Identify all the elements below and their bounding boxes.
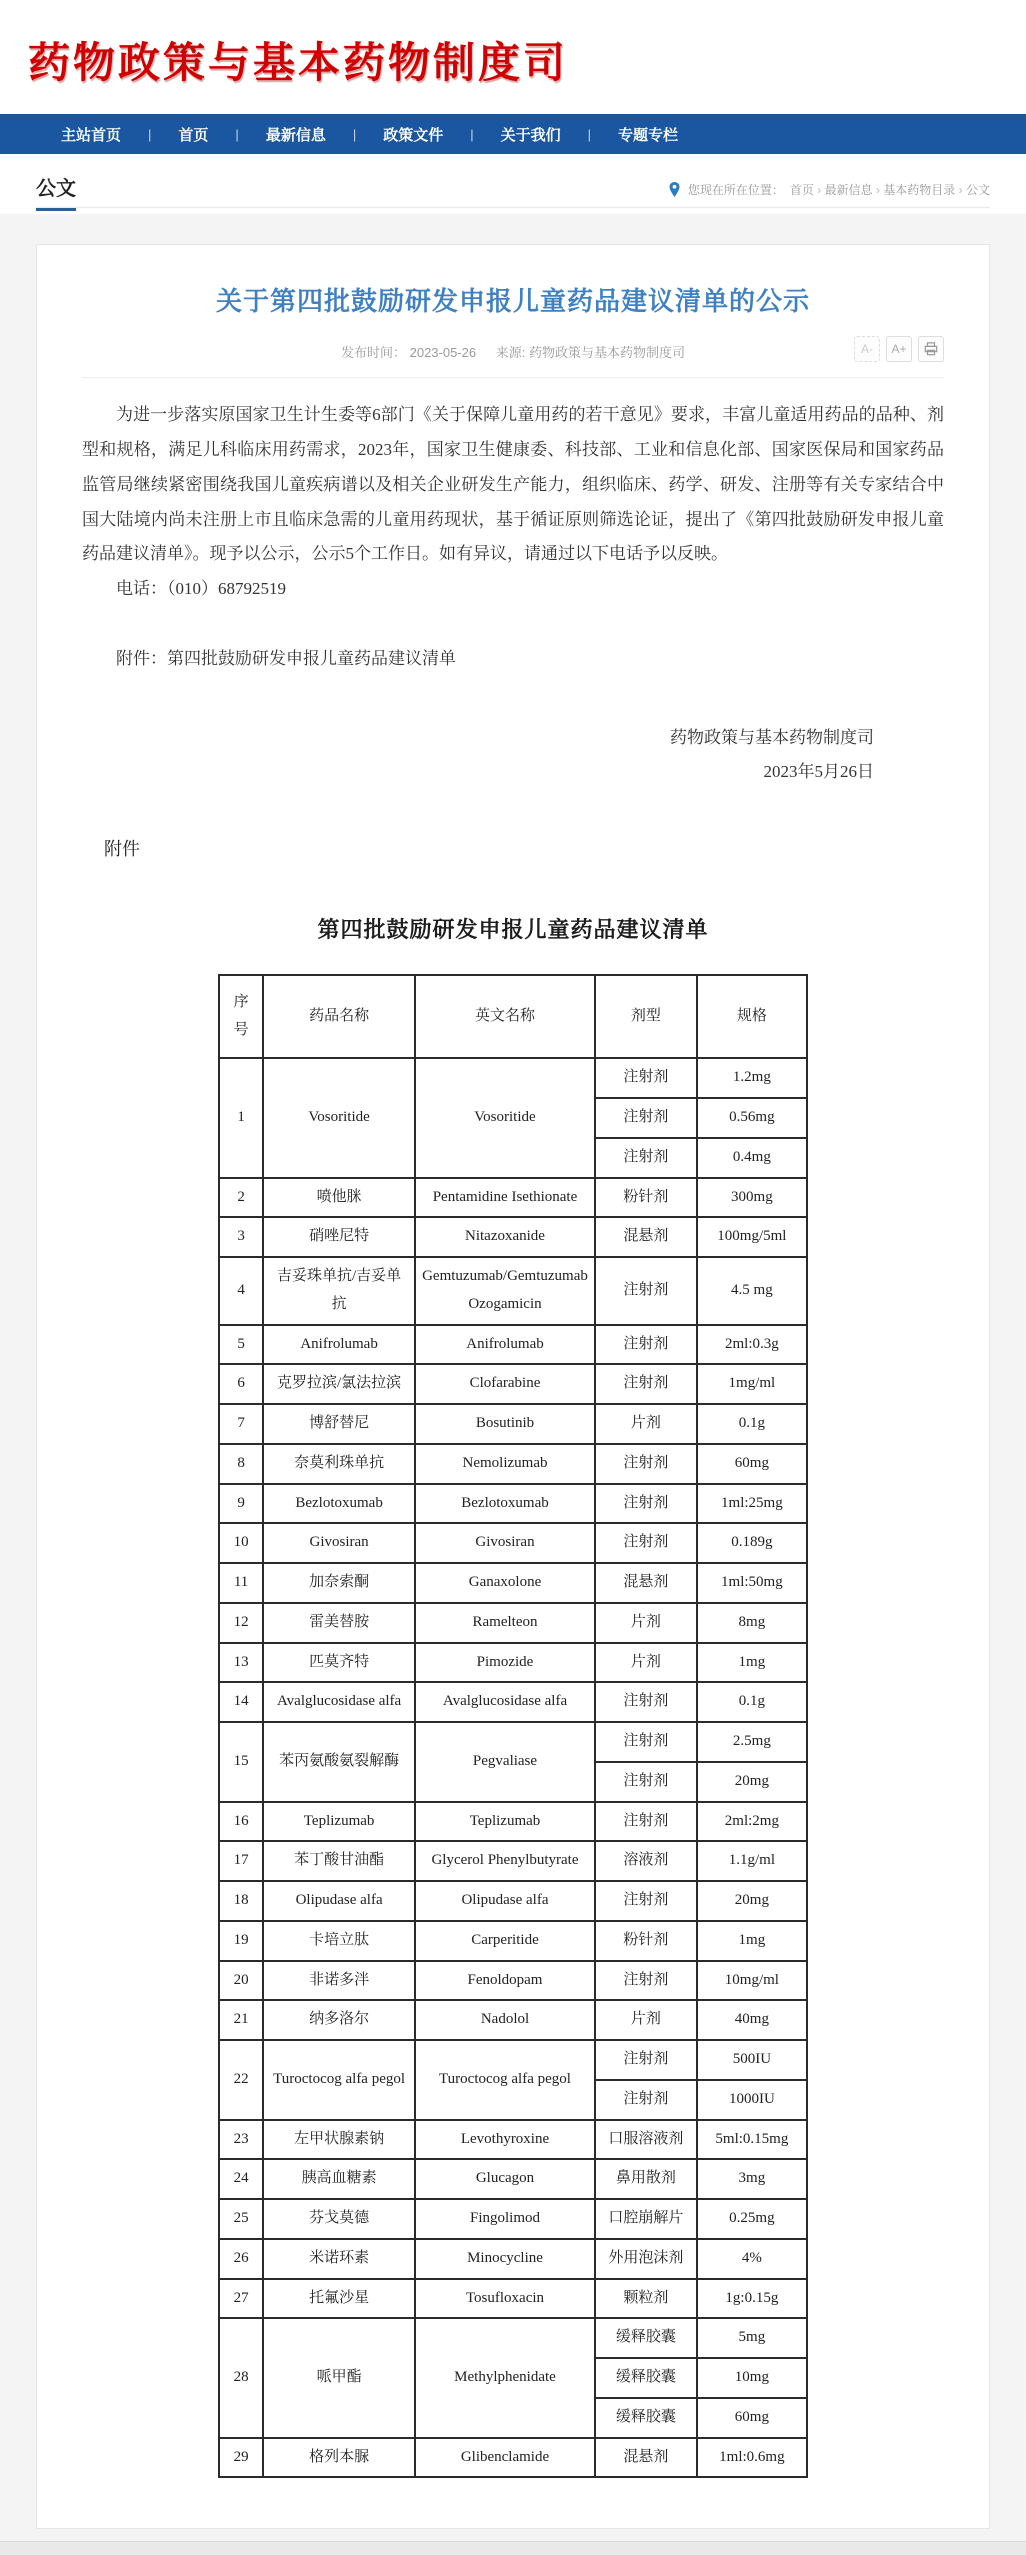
print-button[interactable] [918,336,944,362]
breadcrumb-link[interactable]: 基本药物目录 [883,183,956,197]
cell-dosage-form: 口服溶液剂 [595,2120,697,2160]
table-row [219,1058,807,1098]
cell-dosage-form: 粉针剂 [595,1178,697,1218]
cell-dosage-form: 溶液剂 [595,1841,697,1881]
cell-no: 19 [219,1921,263,1961]
drug-table-title: 第四批鼓励研发申报儿童药品建议清单 [317,916,709,942]
cell-specification: 0.1g [697,1404,807,1444]
cell-specification: 0.25mg [697,2199,807,2239]
cell-english-name: Clofarabine [415,1364,595,1404]
cell-no: 11 [219,1563,263,1603]
table-row [219,2000,807,2040]
cell-dosage-form: 注射剂 [595,1444,697,1484]
cell-english-name: Anifrolumab [415,1325,595,1365]
cell-drug-name: 喷他脒 [263,1178,415,1218]
table-row [219,1325,807,1365]
cell-drug-name: 托氟沙星 [263,2279,415,2319]
cell-specification: 1ml:0.6mg [697,2438,807,2478]
cell-english-name: Pimozide [415,1643,595,1683]
cell-dosage-form: 注射剂 [595,1523,697,1563]
cell-dosage-form: 注射剂 [595,1364,697,1404]
cell-dosage-form: 注射剂 [595,1325,697,1365]
cell-english-name: Levothyroxine [415,2120,595,2160]
cell-dosage-form: 颗粒剂 [595,2279,697,2319]
cell-specification: 1ml:50mg [697,1563,807,1603]
nav-separator: | [587,126,592,142]
breadcrumb-prefix: 您现在所在位置： [687,183,784,197]
article-card [36,244,990,2529]
cell-no: 8 [219,1444,263,1484]
table-row [219,2438,807,2478]
table-row [219,1523,807,1563]
cell-drug-name: Teplizumab [263,1802,415,1842]
cell-no: 29 [219,2438,263,2478]
font-increase-button[interactable]: A+ [886,336,912,362]
cell-no: 28 [219,2318,263,2437]
breadcrumb-items [790,181,990,198]
cell-no: 6 [219,1364,263,1404]
cell-dosage-form: 混悬剂 [595,1217,697,1257]
table-row [219,1603,807,1643]
cell-drug-name: 博舒替尼 [263,1404,415,1444]
attachment-line: 附件：第四批鼓励研发申报儿童药品建议清单 [116,648,456,668]
cell-specification: 2ml:0.3g [697,1325,807,1365]
drug-table [218,974,808,2479]
footer-band [0,2541,1026,2555]
breadcrumb-link[interactable]: 最新信息 [824,183,873,197]
cell-specification: 1mg [697,1643,807,1683]
table-row [219,1444,807,1484]
cell-no: 12 [219,1603,263,1643]
drug-table-body [219,1058,807,2477]
cell-specification: 300mg [697,1178,807,1218]
cell-specification: 0.189g [697,1523,807,1563]
cell-no: 9 [219,1484,263,1524]
table-row [219,2040,807,2080]
cell-dosage-form: 粉针剂 [595,1921,697,1961]
column-header: 规格 [697,975,807,1059]
publish-date: 发布时间： 2023-05-26 [341,345,477,360]
cell-drug-name: 硝唑尼特 [263,1217,415,1257]
section-bar [0,154,1026,214]
cell-dosage-form: 片剂 [595,1643,697,1683]
table-row [219,1484,807,1524]
column-header: 英文名称 [415,975,595,1059]
table-row [219,1257,807,1325]
cell-no: 14 [219,1682,263,1722]
table-row [219,2239,807,2279]
cell-dosage-form: 注射剂 [595,1802,697,1842]
cell-english-name: Avalglucosidase alfa [415,1682,595,1722]
cell-no: 7 [219,1404,263,1444]
cell-english-name: Turoctocog alfa pegol [415,2040,595,2120]
cell-dosage-form: 注射剂 [595,1682,697,1722]
cell-english-name: Minocycline [415,2239,595,2279]
nav-item-5[interactable]: 专题专栏 [618,126,679,144]
nav-item-0[interactable]: 主站首页 [61,126,122,144]
cell-english-name: Carperitide [415,1921,595,1961]
cell-english-name: Pentamidine Isethionate [415,1178,595,1218]
article-body [82,398,944,677]
table-row [219,2279,807,2319]
cell-dosage-form: 片剂 [595,1404,697,1444]
cell-drug-name: 左甲状腺素钠 [263,2120,415,2160]
table-row [219,1841,807,1881]
cell-specification: 100mg/5ml [697,1217,807,1257]
print-icon [924,342,938,356]
cell-drug-name: 哌甲酯 [263,2318,415,2437]
cell-drug-name: 芬戈莫德 [263,2199,415,2239]
cell-no: 20 [219,1961,263,2001]
table-row [219,2120,807,2160]
table-row [219,1722,807,1762]
nav-separator: | [235,126,239,142]
breadcrumb-link[interactable]: 首页 [789,183,814,197]
cell-no: 15 [219,1722,263,1802]
cell-no: 25 [219,2199,263,2239]
table-row [219,1802,807,1842]
cell-drug-name: 格列本脲 [263,2438,415,2478]
cell-english-name: Tosufloxacin [415,2279,595,2319]
cell-dosage-form: 鼻用散剂 [595,2159,697,2199]
table-row [219,2199,807,2239]
cell-specification: 60mg [697,2398,807,2438]
column-header: 剂型 [595,975,697,1059]
cell-dosage-form: 注射剂 [595,1881,697,1921]
cell-dosage-form: 注射剂 [595,1098,697,1138]
cell-specification: 2.5mg [697,1722,807,1762]
site-title: 药物政策与基本药物制度司 [28,39,569,86]
phone-line: 电话：（010）68792519 [116,579,286,599]
cell-dosage-form: 注射剂 [595,1138,697,1178]
cell-drug-name: 吉妥珠单抗/吉妥单抗 [263,1257,415,1325]
cell-no: 26 [219,2239,263,2279]
cell-drug-name: Olipudase alfa [263,1881,415,1921]
spacer [82,607,944,642]
cell-drug-name: Anifrolumab [263,1325,415,1365]
page-background [0,214,1026,2529]
breadcrumb [669,181,990,198]
cell-specification: 1.1g/ml [697,1841,807,1881]
cell-specification: 5ml:0.15mg [697,2120,807,2160]
section-divider [36,207,990,208]
cell-specification: 1.2mg [697,1058,807,1098]
cell-dosage-form: 注射剂 [595,1484,697,1524]
cell-no: 16 [219,1802,263,1842]
signature-date: 2023年5月26日 [763,761,874,781]
cell-english-name: Vosoritide [415,1058,595,1177]
cell-dosage-form: 注射剂 [595,1257,697,1325]
cell-dosage-form: 注射剂 [595,1722,697,1762]
cell-english-name: Fingolimod [415,2199,595,2239]
cell-dosage-form: 片剂 [595,1603,697,1643]
article-title: 关于第四批鼓励研发申报儿童药品建议清单的公示 [215,286,810,316]
cell-dosage-form: 注射剂 [595,1762,697,1802]
table-row [219,1217,807,1257]
table-row [219,2318,807,2358]
nav-separator: | [148,126,152,142]
cell-no: 22 [219,2040,263,2120]
cell-specification: 60mg [697,1444,807,1484]
column-header: 药品名称 [263,975,415,1059]
cell-drug-name: Bezlotoxumab [263,1484,415,1524]
main-nav [0,114,1026,154]
cell-drug-name: 匹莫齐特 [263,1643,415,1683]
cell-no: 13 [219,1643,263,1683]
cell-drug-name: Turoctocog alfa pegol [263,2040,415,2120]
cell-english-name: Bezlotoxumab [415,1484,595,1524]
drug-table-head-row [219,975,807,1059]
cell-specification: 500IU [697,2040,807,2080]
cell-dosage-form: 混悬剂 [595,1563,697,1603]
nav-item-4[interactable]: 关于我们 [500,126,561,144]
cell-specification: 20mg [697,1762,807,1802]
cell-english-name: Givosiran [415,1523,595,1563]
cell-english-name: Nemolizumab [415,1444,595,1484]
cell-drug-name: 胰高血糖素 [263,2159,415,2199]
cell-specification: 5mg [697,2318,807,2358]
breadcrumb-separator: › [813,183,825,197]
cell-english-name: Methylphenidate [415,2318,595,2437]
cell-english-name: Olipudase alfa [415,1881,595,1921]
article-tools [854,336,944,362]
cell-drug-name: Givosiran [263,1523,415,1563]
cell-english-name: Glucagon [415,2159,595,2199]
cell-drug-name: 奈莫利珠单抗 [263,1444,415,1484]
announcement-paragraph: 为进一步落实原国家卫生计生委等6部门《关于保障儿童用药的若干意见》要求，丰富儿童适用药品的品种、剂型和规格，满足儿科临床用药需求，2023年，国家卫生健康委、科技部、工业和信息化部、国家医保局和国家药品监管局继续紧密围绕我国儿童疾病谱以及相关企业研发生产能力，组织临床、药学、研发、注册等有关专家结合中国大陆境内尚未注册上市且临床急需的儿童用药现状，基于循证原则筛选论证，提出了《第四批鼓励研发申报儿童药品建议清单》。现予以公示，公示5个工作日。如有异议，请通过以下电话予以反映。 [82,405,944,564]
signature-block [82,721,944,789]
cell-drug-name: 克罗拉滨/氯法拉滨 [263,1364,415,1404]
cell-dosage-form: 注射剂 [595,1961,697,2001]
cell-specification: 1mg [697,1921,807,1961]
cell-no: 10 [219,1523,263,1563]
cell-drug-name: 雷美替胺 [263,1603,415,1643]
cell-dosage-form: 混悬剂 [595,2438,697,2478]
cell-no: 17 [219,1841,263,1881]
cell-specification: 8mg [697,1603,807,1643]
cell-specification: 1g:0.15g [697,2279,807,2319]
font-decrease-button[interactable]: A- [854,336,880,362]
table-row [219,1921,807,1961]
table-row [219,1643,807,1683]
cell-no: 24 [219,2159,263,2199]
cell-no: 23 [219,2120,263,2160]
cell-english-name: Fenoldopam [415,1961,595,2001]
cell-specification: 0.1g [697,1682,807,1722]
cell-dosage-form: 注射剂 [595,1058,697,1098]
cell-no: 2 [219,1178,263,1218]
cell-no: 1 [219,1058,263,1177]
cell-english-name: Pegvaliase [415,1722,595,1802]
cell-drug-name: 米诺环素 [263,2239,415,2279]
breadcrumb-separator: › [872,183,884,197]
nav-item-2[interactable]: 最新信息 [265,126,326,144]
cell-dosage-form: 口腔崩解片 [595,2199,697,2239]
cell-no: 21 [219,2000,263,2040]
cell-dosage-form: 缓释胶囊 [595,2318,697,2358]
cell-english-name: Teplizumab [415,1802,595,1842]
article-meta [82,336,944,378]
table-row [219,1961,807,2001]
cell-english-name: Bosutinib [415,1404,595,1444]
cell-specification: 20mg [697,1881,807,1921]
column-header: 序号 [219,975,263,1059]
cell-no: 4 [219,1257,263,1325]
cell-drug-name: 加奈索酮 [263,1563,415,1603]
table-row [219,1178,807,1218]
cell-dosage-form: 注射剂 [595,2040,697,2080]
nav-separator: | [470,126,474,142]
cell-specification: 0.56mg [697,1098,807,1138]
cell-specification: 1ml:25mg [697,1484,807,1524]
table-row [219,1881,807,1921]
cell-specification: 10mg/ml [697,1961,807,2001]
cell-specification: 10mg [697,2358,807,2398]
cell-specification: 0.4mg [697,1138,807,1178]
cell-drug-name: 苯丙氨酸氨裂解酶 [263,1722,415,1802]
cell-dosage-form: 外用泡沫剂 [595,2239,697,2279]
location-pin-icon [669,182,680,197]
table-row [219,1404,807,1444]
cell-specification: 4% [697,2239,807,2279]
table-row [219,1682,807,1722]
cell-drug-name: Avalglucosidase alfa [263,1682,415,1722]
breadcrumb-separator: › [955,183,966,197]
cell-no: 3 [219,1217,263,1257]
cell-dosage-form: 片剂 [595,2000,697,2040]
cell-no: 27 [219,2279,263,2319]
cell-drug-name: 苯丁酸甘油酯 [263,1841,415,1881]
article-source: 来源: 药物政策与基本药物制度司 [495,345,685,360]
cell-english-name: Glibenclamide [415,2438,595,2478]
cell-drug-name: 纳多洛尔 [263,2000,415,2040]
cell-specification: 3mg [697,2159,807,2199]
cell-dosage-form: 缓释胶囊 [595,2398,697,2438]
cell-drug-name: 卡培立肽 [263,1921,415,1961]
attachment-label: 附件 [104,838,140,859]
cell-dosage-form: 注射剂 [595,2080,697,2120]
footer-gap [0,2529,1026,2541]
cell-english-name: Glycerol Phenylbutyrate [415,1841,595,1881]
cell-specification: 4.5 mg [697,1257,807,1325]
cell-english-name: Ramelteon [415,1603,595,1643]
breadcrumb-link[interactable]: 公文 [965,183,990,197]
cell-specification: 1000IU [697,2080,807,2120]
nav-item-1[interactable]: 首页 [178,126,209,144]
cell-dosage-form: 缓释胶囊 [595,2358,697,2398]
table-row [219,1364,807,1404]
nav-separator: | [352,126,357,142]
cell-english-name: Nitazoxanide [415,1217,595,1257]
cell-english-name: Gemtuzumab/Gemtuzumab Ozogamicin [415,1257,595,1325]
cell-english-name: Nadolol [415,2000,595,2040]
signature-department: 药物政策与基本药物制度司 [670,727,874,747]
cell-drug-name: 非诺多泮 [263,1961,415,2001]
nav-item-3[interactable]: 政策文件 [383,126,444,144]
page-title: 公文 [36,172,76,211]
site-masthead [0,0,1026,114]
cell-specification: 2ml:2mg [697,1802,807,1842]
cell-drug-name: Vosoritide [263,1058,415,1177]
table-row [219,1563,807,1603]
table-row [219,2159,807,2199]
cell-no: 5 [219,1325,263,1365]
cell-specification: 1mg/ml [697,1364,807,1404]
cell-english-name: Ganaxolone [415,1563,595,1603]
cell-no: 18 [219,1881,263,1921]
cell-specification: 40mg [697,2000,807,2040]
